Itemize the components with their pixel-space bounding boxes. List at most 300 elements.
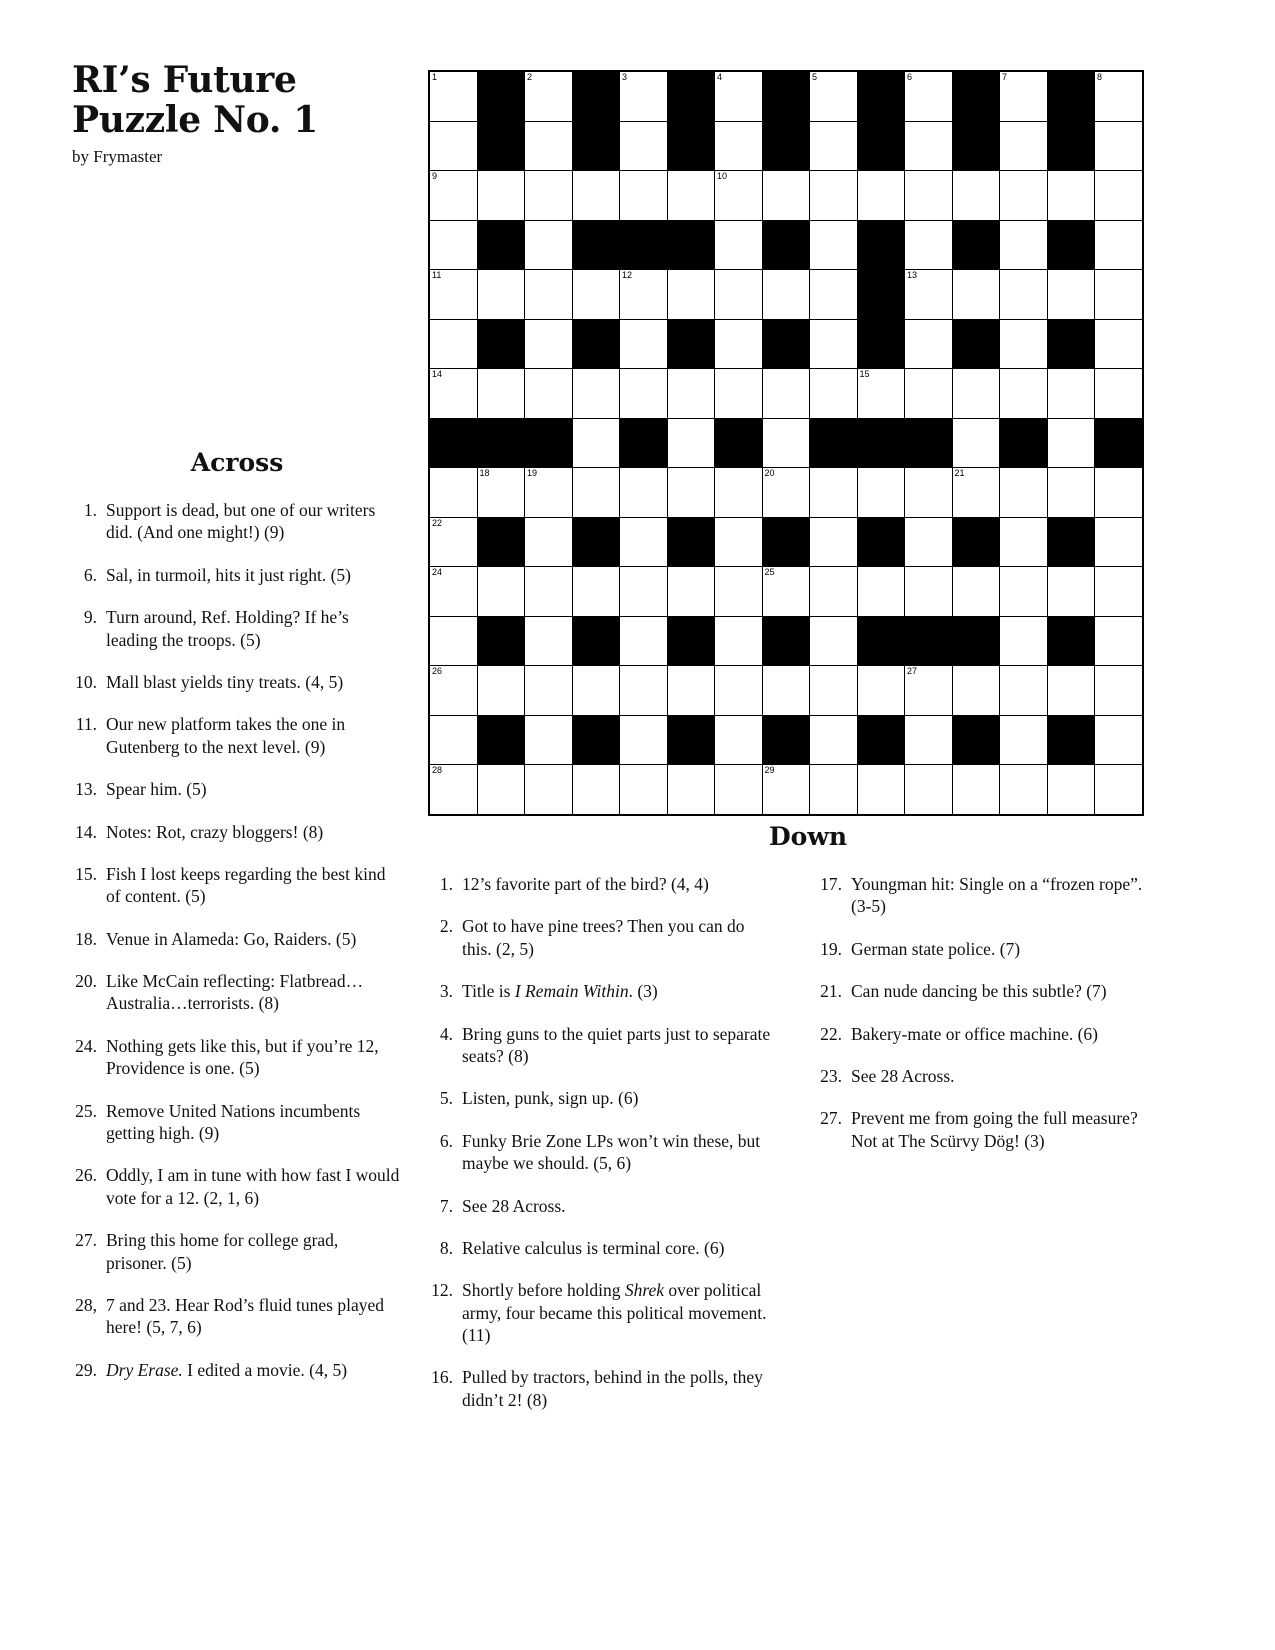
grid-cell[interactable] [810, 616, 858, 666]
grid-cell[interactable] [620, 765, 668, 815]
grid-cell[interactable] [715, 666, 763, 716]
down-clue-number: 21. [820, 981, 842, 1002]
grid-cell[interactable] [857, 468, 905, 518]
grid-block-cell [1095, 418, 1143, 468]
grid-cell[interactable] [1095, 71, 1143, 121]
grid-cell[interactable] [525, 468, 573, 518]
across-clue-text: Dry Erase. I edited a movie. (4, 5) [106, 1359, 348, 1380]
grid-block-cell [572, 220, 620, 270]
grid-cell[interactable] [905, 517, 953, 567]
down-clue-list-left [428, 873, 773, 1411]
across-clue-text: Notes: Rot, crazy bloggers! (8) [106, 821, 324, 842]
title-line-2: Puzzle No. 1 [72, 99, 319, 142]
grid-cell[interactable] [762, 369, 810, 419]
grid-row [429, 567, 1143, 617]
grid-cell[interactable] [1047, 468, 1095, 518]
down-clue-item[interactable] [428, 915, 773, 960]
grid-cell[interactable] [620, 270, 668, 320]
grid-cell[interactable] [429, 220, 477, 270]
grid-cell[interactable] [620, 715, 668, 765]
across-clue-number: 14. [75, 821, 97, 842]
grid-cell[interactable] [1095, 220, 1143, 270]
across-clue-item[interactable] [72, 1035, 402, 1080]
grid-cell[interactable] [905, 319, 953, 369]
across-clue-number: 18. [75, 928, 97, 949]
grid-cell[interactable] [525, 517, 573, 567]
grid-cell[interactable] [1095, 666, 1143, 716]
across-clue-text: Like McCain reflecting: Flatbread…Australia…terrorists. (8) [106, 971, 364, 1014]
across-clue-item[interactable] [72, 970, 402, 1015]
grid-block-cell [857, 517, 905, 567]
grid-cell[interactable] [667, 666, 715, 716]
grid-cell[interactable] [905, 270, 953, 320]
grid-cell[interactable] [525, 171, 573, 221]
down-clue-text: German state police. (7) [851, 938, 1021, 959]
down-clue-text: Relative calculus is terminal core. (6) [462, 1237, 725, 1258]
grid-cell[interactable] [477, 270, 525, 320]
across-clue-item[interactable] [72, 499, 402, 544]
grid-cell[interactable] [952, 418, 1000, 468]
grid-cell[interactable] [952, 765, 1000, 815]
grid-cell[interactable] [1095, 715, 1143, 765]
grid-cell[interactable] [762, 418, 810, 468]
grid-cell[interactable] [857, 765, 905, 815]
grid-row [429, 616, 1143, 666]
grid-cell[interactable] [1000, 171, 1048, 221]
grid-cell[interactable] [762, 567, 810, 617]
grid-cell[interactable] [762, 270, 810, 320]
across-clue-number: 13. [75, 779, 97, 800]
grid-cell[interactable] [810, 369, 858, 419]
grid-block-cell [857, 220, 905, 270]
grid-cell[interactable] [715, 468, 763, 518]
down-clue-item[interactable] [428, 1366, 773, 1411]
grid-cell[interactable] [429, 71, 477, 121]
grid-cell[interactable] [572, 171, 620, 221]
grid-cell[interactable] [1047, 369, 1095, 419]
across-clue-list [72, 499, 402, 1381]
byline: by Frymaster [72, 146, 163, 166]
grid-cell[interactable] [715, 616, 763, 666]
across-clue-text: Oddly, I am in tune with how fast I would vote for a 12. (2, 1, 6) [106, 1165, 400, 1208]
grid-cell[interactable] [1000, 71, 1048, 121]
grid-block-cell [572, 616, 620, 666]
grid-cell[interactable] [810, 468, 858, 518]
across-clue-text: Our new platform takes the one in Gutenberg to the next level. (9) [106, 714, 346, 757]
down-clue-number: 5. [439, 1088, 453, 1109]
grid-block-cell [620, 418, 668, 468]
grid-cell[interactable] [715, 121, 763, 171]
down-clue-item[interactable] [428, 873, 773, 895]
grid-cell[interactable] [810, 765, 858, 815]
grid-cell[interactable] [810, 171, 858, 221]
across-clue-item[interactable] [72, 1164, 402, 1209]
grid-block-cell [620, 220, 668, 270]
across-clue-number: 20. [75, 971, 97, 992]
grid-cell[interactable] [762, 468, 810, 518]
grid-cell[interactable] [572, 567, 620, 617]
grid-cell[interactable] [1000, 121, 1048, 171]
grid-cell-number: 24 [432, 567, 443, 577]
grid-cell[interactable] [857, 567, 905, 617]
grid-cell[interactable] [1000, 319, 1048, 369]
grid-cell[interactable] [1095, 369, 1143, 419]
grid-cell[interactable] [477, 468, 525, 518]
across-clue-text: Sal, in turmoil, hits it just right. (5) [106, 564, 351, 585]
down-clue-number: 8. [439, 1237, 453, 1258]
grid-cell[interactable] [429, 765, 477, 815]
grid-cell[interactable] [620, 319, 668, 369]
grid-block-cell [762, 220, 810, 270]
grid-cell[interactable] [810, 270, 858, 320]
grid-cell[interactable] [1047, 666, 1095, 716]
grid-cell[interactable] [762, 171, 810, 221]
grid-block-cell [857, 121, 905, 171]
grid-cell[interactable] [1095, 616, 1143, 666]
across-clue-text: Nothing gets like this, but if you’re 12, Providence is one. (5) [106, 1035, 379, 1079]
across-clue-number: 25. [75, 1100, 97, 1121]
grid-cell-number: 7 [1002, 72, 1008, 82]
grid-cell[interactable] [810, 517, 858, 567]
grid-cell[interactable] [857, 171, 905, 221]
grid-cell[interactable] [1000, 468, 1048, 518]
crossword-table[interactable] [428, 70, 1144, 816]
grid-cell[interactable] [667, 171, 715, 221]
grid-cell[interactable] [620, 567, 668, 617]
grid-cell[interactable] [905, 468, 953, 518]
across-clue-text: Venue in Alameda: Go, Raiders. (5) [106, 928, 357, 949]
down-clue-list-right [817, 873, 1162, 1152]
grid-cell[interactable] [1047, 765, 1095, 815]
grid-cell[interactable] [429, 319, 477, 369]
down-clue-text: Pulled by tractors, behind in the polls, they didn’t 2! (8) [462, 1367, 763, 1410]
down-clue-text: See 28 Across. [851, 1065, 955, 1086]
down-clue-number: 4. [439, 1023, 453, 1044]
grid-row [429, 715, 1143, 765]
grid-cell[interactable] [1047, 567, 1095, 617]
grid-cell[interactable] [572, 765, 620, 815]
grid-block-cell [952, 319, 1000, 369]
grid-cell[interactable] [952, 468, 1000, 518]
grid-cell[interactable] [1000, 369, 1048, 419]
grid-cell[interactable] [715, 715, 763, 765]
grid-cell-number: 8 [1097, 72, 1103, 82]
across-clue-item[interactable] [72, 928, 402, 950]
grid-block-cell [1047, 121, 1095, 171]
grid-row [429, 517, 1143, 567]
grid-cell[interactable] [429, 666, 477, 716]
across-clue-item[interactable] [72, 778, 402, 800]
down-clue-item[interactable] [817, 1107, 1162, 1152]
crossword-grid[interactable] [428, 70, 1144, 816]
grid-cell[interactable] [952, 270, 1000, 320]
grid-cell[interactable] [477, 567, 525, 617]
grid-block-cell [857, 71, 905, 121]
grid-cell[interactable] [1047, 171, 1095, 221]
grid-cell-number: 9 [432, 171, 438, 181]
across-clue-text: Turn around, Ref. Holding? If he’s leading the troops. (5) [106, 607, 349, 650]
grid-cell[interactable] [905, 715, 953, 765]
grid-cell[interactable] [1095, 171, 1143, 221]
grid-cell[interactable] [572, 369, 620, 419]
grid-block-cell [952, 715, 1000, 765]
grid-cell[interactable] [1095, 765, 1143, 815]
grid-cell[interactable] [810, 567, 858, 617]
grid-cell[interactable] [1000, 220, 1048, 270]
across-clue-item[interactable] [72, 1294, 402, 1339]
grid-cell[interactable] [620, 71, 668, 121]
across-clue-item[interactable] [72, 821, 402, 843]
grid-cell-number: 26 [432, 666, 443, 676]
across-clue-item[interactable] [72, 671, 402, 693]
grid-block-cell [1047, 616, 1095, 666]
grid-block-cell [715, 418, 763, 468]
down-clue-item[interactable] [817, 1065, 1162, 1087]
grid-cell[interactable] [620, 171, 668, 221]
grid-cell[interactable] [1095, 517, 1143, 567]
down-clue-item[interactable] [817, 1023, 1162, 1045]
grid-cell[interactable] [715, 270, 763, 320]
grid-row [429, 220, 1143, 270]
grid-cell[interactable] [429, 567, 477, 617]
grid-cell-number: 6 [907, 72, 913, 82]
down-clue-item[interactable] [428, 1237, 773, 1259]
across-clue-item[interactable] [72, 606, 402, 651]
grid-block-cell [667, 517, 715, 567]
grid-cell[interactable] [525, 220, 573, 270]
grid-block-cell [810, 418, 858, 468]
down-clue-number: 2. [439, 916, 453, 937]
grid-cell[interactable] [429, 715, 477, 765]
across-clue-item[interactable] [72, 713, 402, 758]
grid-cell-number: 3 [622, 72, 628, 82]
across-clue-item[interactable] [72, 1359, 402, 1381]
across-clue-item[interactable] [72, 1100, 402, 1145]
grid-cell[interactable] [1000, 270, 1048, 320]
grid-cell[interactable] [715, 765, 763, 815]
grid-cell-number: 28 [432, 765, 443, 775]
grid-cell[interactable] [620, 517, 668, 567]
grid-cell[interactable] [1000, 666, 1048, 716]
down-clue-number: 1. [439, 874, 453, 894]
grid-cell[interactable] [1095, 319, 1143, 369]
grid-cell[interactable] [572, 666, 620, 716]
grid-cell[interactable] [715, 369, 763, 419]
grid-cell[interactable] [477, 369, 525, 419]
grid-cell[interactable] [477, 171, 525, 221]
grid-cell[interactable] [1047, 270, 1095, 320]
grid-block-cell [952, 71, 1000, 121]
grid-cell[interactable] [525, 666, 573, 716]
grid-cell[interactable] [525, 71, 573, 121]
down-clue-number: 17. [820, 874, 842, 894]
grid-row [429, 171, 1143, 221]
grid-cell[interactable] [715, 567, 763, 617]
grid-cell[interactable] [620, 468, 668, 518]
grid-cell[interactable] [572, 418, 620, 468]
grid-block-cell [572, 517, 620, 567]
grid-cell[interactable] [715, 517, 763, 567]
grid-cell-number: 27 [907, 666, 918, 676]
down-clue-item[interactable] [817, 980, 1162, 1002]
grid-cell[interactable] [810, 319, 858, 369]
grid-cell[interactable] [572, 270, 620, 320]
across-clue-number: 26. [75, 1165, 97, 1186]
down-clue-number: 19. [820, 938, 842, 959]
grid-cell[interactable] [952, 171, 1000, 221]
grid-cell[interactable] [905, 567, 953, 617]
grid-block-cell [477, 71, 525, 121]
grid-cell-number: 4 [717, 72, 723, 82]
grid-cell[interactable] [715, 71, 763, 121]
grid-block-cell [762, 319, 810, 369]
grid-cell[interactable] [667, 270, 715, 320]
grid-cell[interactable] [667, 418, 715, 468]
grid-cell[interactable] [667, 567, 715, 617]
grid-cell[interactable] [620, 121, 668, 171]
down-clue-text: See 28 Across. [462, 1195, 566, 1216]
down-clue-number: 7. [439, 1195, 453, 1216]
grid-cell[interactable] [477, 666, 525, 716]
grid-block-cell [857, 418, 905, 468]
across-clue-number: 10. [75, 671, 97, 692]
grid-cell[interactable] [1047, 418, 1095, 468]
down-clue-item[interactable] [428, 980, 773, 1002]
grid-cell[interactable] [620, 666, 668, 716]
grid-cell[interactable] [429, 270, 477, 320]
grid-cell[interactable] [429, 616, 477, 666]
grid-cell[interactable] [810, 715, 858, 765]
grid-cell-number: 15 [859, 369, 870, 379]
grid-cell[interactable] [905, 666, 953, 716]
grid-cell-number: 19 [527, 468, 538, 478]
down-clue-item[interactable] [428, 1279, 773, 1346]
down-clue-text: Youngman hit: Single on a “frozen rope”. (3-5) [851, 874, 1143, 917]
grid-cell-number: 18 [479, 468, 490, 478]
grid-block-cell [1047, 715, 1095, 765]
grid-cell[interactable] [715, 319, 763, 369]
grid-cell[interactable] [572, 468, 620, 518]
grid-cell[interactable] [762, 666, 810, 716]
grid-cell[interactable] [525, 715, 573, 765]
grid-cell[interactable] [429, 121, 477, 171]
grid-cell[interactable] [905, 171, 953, 221]
grid-cell[interactable] [620, 616, 668, 666]
grid-cell[interactable] [1000, 517, 1048, 567]
grid-cell[interactable] [477, 765, 525, 815]
grid-cell[interactable] [525, 270, 573, 320]
grid-cell[interactable] [429, 517, 477, 567]
grid-block-cell [1047, 220, 1095, 270]
down-clue-item[interactable] [428, 1023, 773, 1068]
grid-cell[interactable] [810, 71, 858, 121]
grid-block-cell [667, 71, 715, 121]
grid-cell[interactable] [1095, 270, 1143, 320]
grid-cell[interactable] [429, 369, 477, 419]
down-clue-text: 12’s favorite part of the bird? (4, 4) [462, 874, 709, 894]
grid-cell-number: 1 [432, 72, 438, 82]
down-clue-item[interactable] [428, 1195, 773, 1217]
down-clue-item[interactable] [817, 938, 1162, 960]
grid-cell[interactable] [905, 220, 953, 270]
grid-cell[interactable] [429, 171, 477, 221]
grid-cell[interactable] [952, 567, 1000, 617]
grid-block-cell [477, 517, 525, 567]
grid-cell-number: 5 [812, 72, 818, 82]
down-clue-item[interactable] [428, 1130, 773, 1175]
across-clue-item[interactable] [72, 564, 402, 586]
grid-cell[interactable] [1000, 765, 1048, 815]
grid-cell[interactable] [905, 121, 953, 171]
grid-cell-number: 14 [432, 369, 443, 379]
down-clue-text: Funky Brie Zone LPs won’t win these, but maybe we should. (5, 6) [462, 1130, 761, 1174]
grid-cell[interactable] [952, 666, 1000, 716]
grid-cell[interactable] [715, 171, 763, 221]
down-clue-number: 16. [431, 1367, 453, 1388]
grid-cell[interactable] [857, 666, 905, 716]
grid-cell[interactable] [525, 319, 573, 369]
grid-cell[interactable] [1095, 567, 1143, 617]
grid-cell-number: 25 [764, 567, 775, 577]
grid-cell[interactable] [1000, 567, 1048, 617]
grid-block-cell [572, 71, 620, 121]
down-clue-item[interactable] [428, 1087, 773, 1109]
grid-cell[interactable] [905, 765, 953, 815]
across-clue-text: Mall blast yields tiny treats. (4, 5) [106, 671, 344, 692]
grid-cell-number: 2 [527, 72, 533, 82]
across-clue-item[interactable] [72, 863, 402, 908]
down-clue-text: Can nude dancing be this subtle? (7) [851, 981, 1107, 1002]
grid-cell[interactable] [762, 765, 810, 815]
grid-block-cell [667, 121, 715, 171]
across-clue-number: 1. [83, 500, 97, 520]
grid-cell[interactable] [525, 616, 573, 666]
grid-cell[interactable] [525, 369, 573, 419]
grid-cell[interactable] [905, 369, 953, 419]
grid-cell[interactable] [1095, 468, 1143, 518]
grid-cell[interactable] [857, 369, 905, 419]
down-clue-item[interactable] [817, 873, 1162, 918]
across-clue-number: 6. [83, 564, 97, 585]
grid-cell[interactable] [525, 121, 573, 171]
grid-cell-number: 13 [907, 270, 918, 280]
grid-cell[interactable] [525, 567, 573, 617]
grid-cell[interactable] [667, 369, 715, 419]
grid-cell[interactable] [667, 765, 715, 815]
grid-cell[interactable] [525, 765, 573, 815]
across-clue-item[interactable] [72, 1229, 402, 1274]
grid-cell[interactable] [1000, 715, 1048, 765]
down-clue-text: Shortly before holding Shrek over political army, four became this political movement. (11) [462, 1280, 767, 1346]
grid-cell[interactable] [810, 220, 858, 270]
grid-block-cell [1047, 319, 1095, 369]
grid-cell[interactable] [1000, 616, 1048, 666]
grid-cell[interactable] [429, 468, 477, 518]
grid-cell[interactable] [905, 71, 953, 121]
grid-cell[interactable] [810, 121, 858, 171]
grid-block-cell [952, 121, 1000, 171]
down-heading: Down [768, 822, 848, 851]
grid-cell[interactable] [715, 220, 763, 270]
grid-cell-number: 20 [764, 468, 775, 478]
grid-cell[interactable] [952, 369, 1000, 419]
grid-block-cell [905, 616, 953, 666]
grid-cell[interactable] [1095, 121, 1143, 171]
grid-cell[interactable] [620, 369, 668, 419]
grid-cell[interactable] [810, 666, 858, 716]
grid-cell[interactable] [667, 468, 715, 518]
down-clue-number: 6. [439, 1130, 453, 1151]
